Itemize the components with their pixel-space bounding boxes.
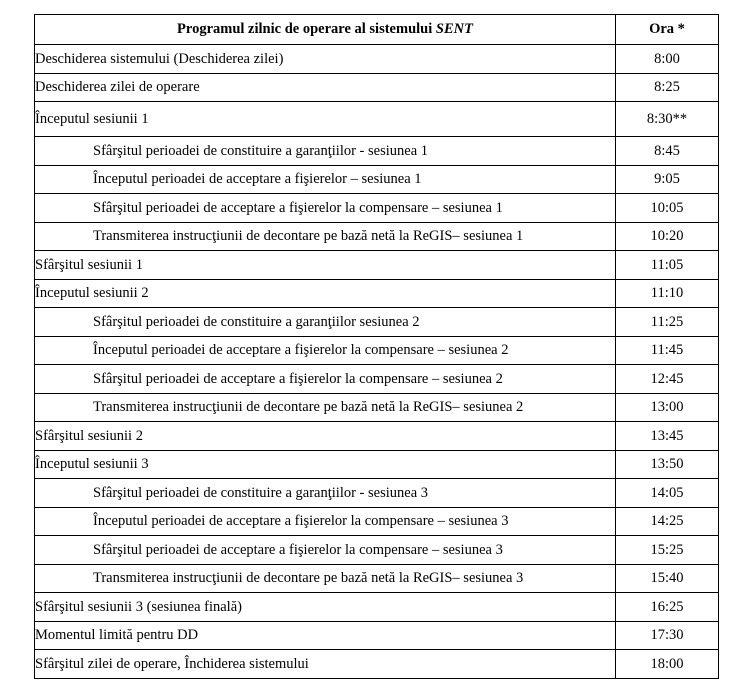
row-description: Începutul sesiunii 2 [35,279,616,308]
row-time: 15:25 [616,536,719,565]
row-time: 12:45 [616,365,719,394]
row-description: Momentul limită pentru DD [35,621,616,650]
row-description: Începutul sesiunii 3 [35,450,616,479]
row-time: 11:45 [616,336,719,365]
table-row [35,450,719,479]
table-row-substep [35,564,719,593]
row-description: Transmiterea instrucţiunii de decontare pe bază netă la ReGIS– sesiunea 3 [35,564,616,593]
row-description: Transmiterea instrucţiunii de decontare pe bază netă la ReGIS– sesiunea 1 [35,222,616,251]
table-row-substep [35,137,719,166]
row-description: Sfârşitul sesiunii 1 [35,251,616,280]
row-description: Transmiterea instrucţiunii de decontare pe bază netă la ReGIS– sesiunea 2 [35,393,616,422]
row-description: Începutul perioadei de acceptare a fişierelor – sesiunea 1 [35,165,616,194]
row-time: 8:00 [616,45,719,74]
row-description: Începutul sesiunii 1 [35,102,616,137]
row-description: Sfârşitul sesiunii 3 (sesiunea finală) [35,593,616,622]
table-row [35,73,719,102]
time-column-header: Ora * [616,15,719,45]
row-time: 8:30** [616,102,719,137]
table-row [35,593,719,622]
row-description: Începutul perioadei de acceptare a fişierelor la compensare – sesiunea 2 [35,336,616,365]
table-row [35,621,719,650]
row-description: Sfârşitul perioadei de acceptare a fişierelor la compensare – sesiunea 3 [35,536,616,565]
table-row-substep [35,536,719,565]
row-time: 16:25 [616,593,719,622]
table-row-substep [35,365,719,394]
row-time: 11:25 [616,308,719,337]
table-row-substep [35,507,719,536]
table-row-substep [35,479,719,508]
row-description: Sfârşitul sesiunii 2 [35,422,616,451]
table-title-system-name: SENT [435,21,473,38]
table-row [35,251,719,280]
row-time: 10:20 [616,222,719,251]
table-row-substep [35,194,719,223]
table-row-substep [35,222,719,251]
row-time: 18:00 [616,650,719,679]
table-row [35,650,719,679]
table-row [35,45,719,74]
row-description: Sfârşitul zilei de operare, Închiderea sistemului [35,650,616,679]
table-row [35,102,719,137]
row-time: 17:30 [616,621,719,650]
row-description: Sfârşitul perioadei de constituire a garanţiilor sesiunea 2 [35,308,616,337]
table-row-substep [35,308,719,337]
row-description: Începutul perioadei de acceptare a fişierelor la compensare – sesiunea 3 [35,507,616,536]
row-time: 8:45 [616,137,719,166]
row-time: 14:25 [616,507,719,536]
row-time: 9:05 [616,165,719,194]
row-time: 11:05 [616,251,719,280]
schedule-table [34,14,719,679]
row-description: Sfârşitul perioadei de constituire a garanţiilor - sesiunea 3 [35,479,616,508]
row-time: 11:10 [616,279,719,308]
table-header-row [35,15,719,45]
row-time: 13:00 [616,393,719,422]
row-description: Deschiderea zilei de operare [35,73,616,102]
row-description: Sfârşitul perioadei de acceptare a fişierelor la compensare – sesiunea 1 [35,194,616,223]
row-time: 10:05 [616,194,719,223]
table-title-text: Programul zilnic de operare al sistemului [177,21,436,38]
table-row-substep [35,336,719,365]
row-description: Deschiderea sistemului (Deschiderea zilei) [35,45,616,74]
row-time: 13:50 [616,450,719,479]
table-row-substep [35,393,719,422]
row-description: Sfârşitul perioadei de constituire a garanţiilor - sesiunea 1 [35,137,616,166]
row-description: Sfârşitul perioadei de acceptare a fişierelor la compensare – sesiunea 2 [35,365,616,394]
table-row [35,279,719,308]
row-time: 14:05 [616,479,719,508]
row-time: 8:25 [616,73,719,102]
row-time: 15:40 [616,564,719,593]
row-time: 13:45 [616,422,719,451]
table-title [35,15,616,45]
table-row [35,422,719,451]
table-row-substep [35,165,719,194]
